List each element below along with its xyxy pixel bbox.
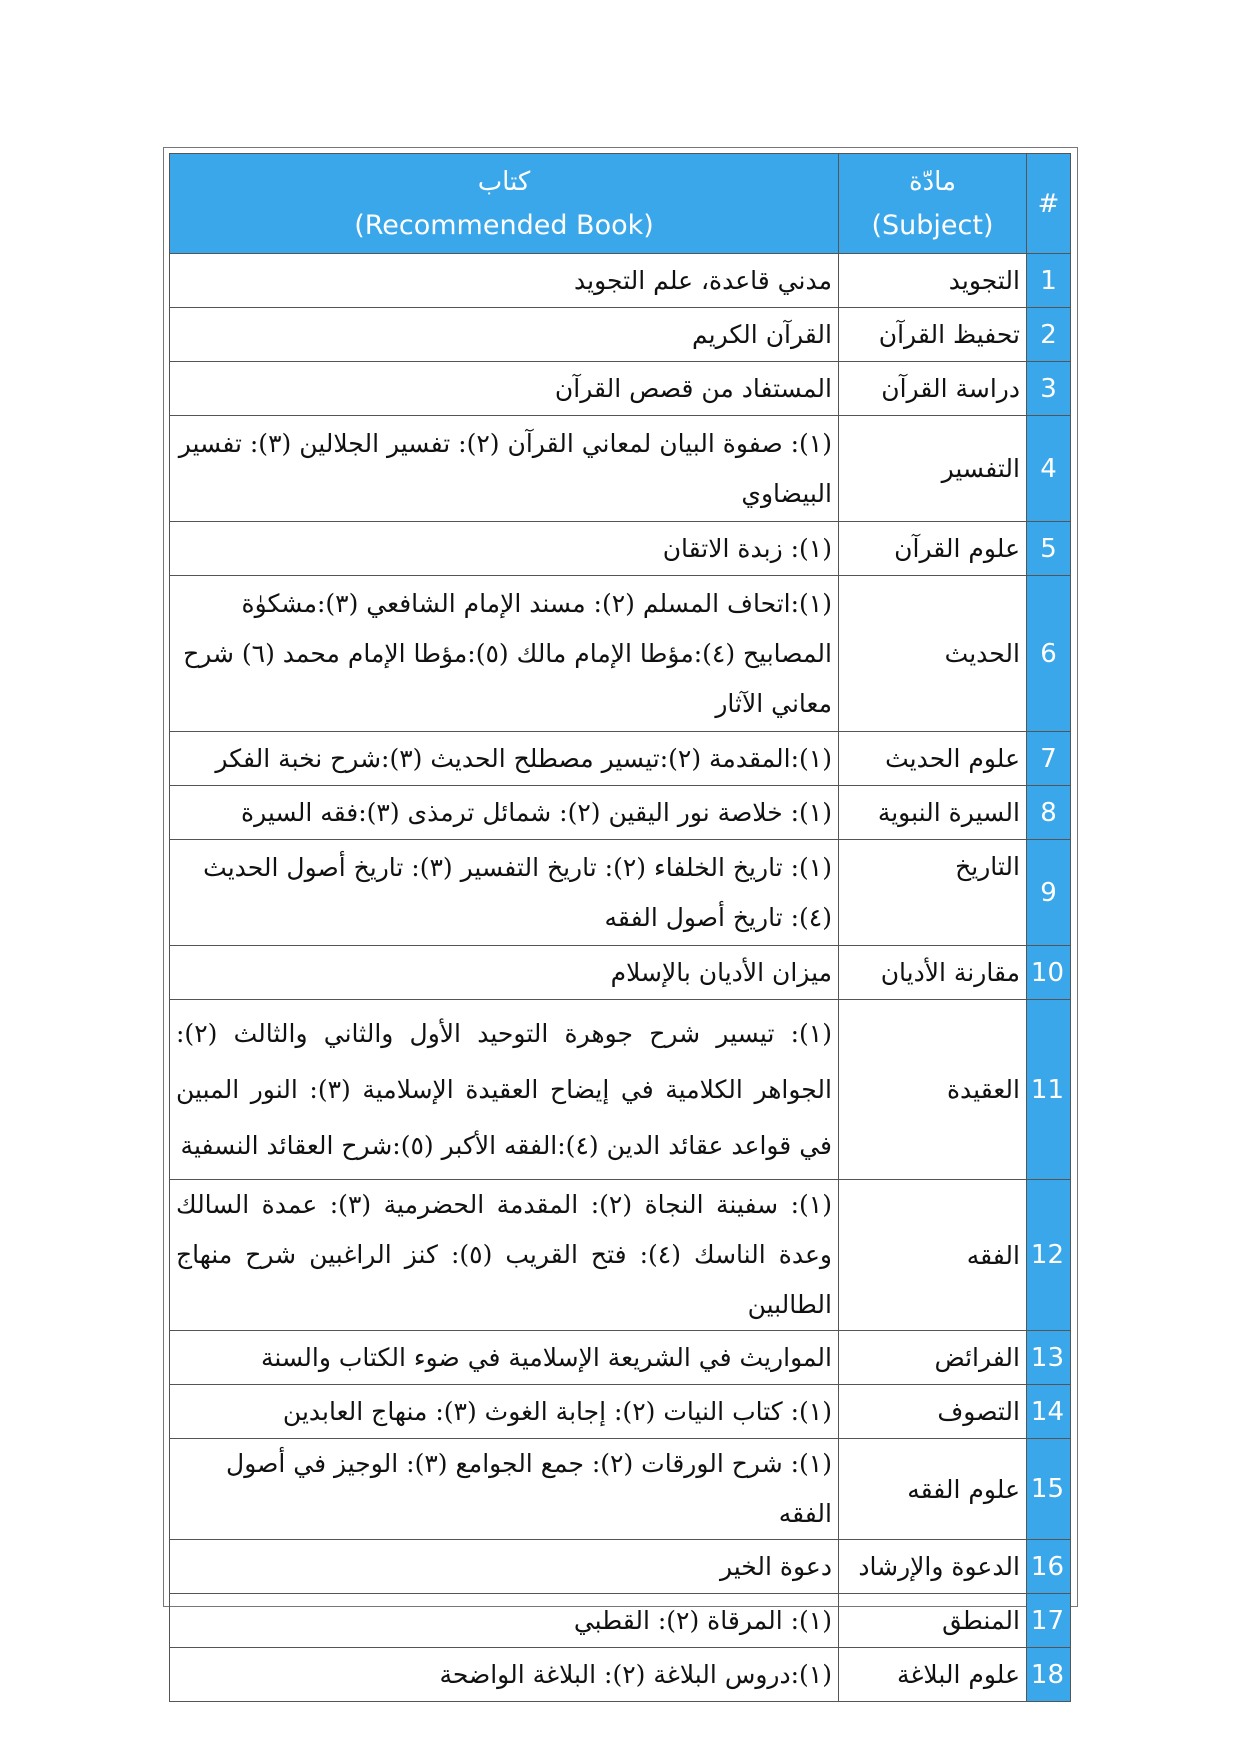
row-number: 16 <box>1027 1540 1071 1594</box>
row-number: 18 <box>1027 1648 1071 1702</box>
row-book: (١): خلاصة نور اليقين (٢): شمائل ترمذى (٣):فقه السيرة <box>170 786 839 840</box>
table-row <box>170 840 1071 946</box>
table-row <box>170 1648 1071 1702</box>
row-subject: العقيدة <box>839 1000 1027 1180</box>
row-subject: المنطق <box>839 1594 1027 1648</box>
row-number: 13 <box>1027 1331 1071 1385</box>
row-subject: علوم القرآن <box>839 522 1027 576</box>
table-row <box>170 1000 1071 1180</box>
row-number: 14 <box>1027 1385 1071 1439</box>
row-subject: الفرائض <box>839 1331 1027 1385</box>
row-book: (١): كتاب النيات (٢): إجابة الغوث (٣): منهاج العابدين <box>170 1385 839 1439</box>
row-subject: دراسة القرآن <box>839 362 1027 416</box>
row-number: 10 <box>1027 946 1071 1000</box>
row-book: المواريث في الشريعة الإسلامية في ضوء الكتاب والسنة <box>170 1331 839 1385</box>
table-row <box>170 1540 1071 1594</box>
row-book: (١): صفوة البيان لمعاني القرآن (٢): تفسير الجلالين (٣): تفسير البيضاوي <box>170 416 839 522</box>
row-book: (١): شرح الورقات (٢): جمع الجوامع (٣): الوجيز في أصول الفقه <box>170 1439 839 1540</box>
row-number: 7 <box>1027 732 1071 786</box>
row-subject: علوم الحديث <box>839 732 1027 786</box>
row-number: 12 <box>1027 1180 1071 1331</box>
row-subject: الفقه <box>839 1180 1027 1331</box>
header-row <box>170 154 1071 254</box>
row-book: ميزان الأديان بالإسلام <box>170 946 839 1000</box>
table-row <box>170 1385 1071 1439</box>
table-row <box>170 1331 1071 1385</box>
row-number: 5 <box>1027 522 1071 576</box>
header-number: # <box>1027 154 1071 254</box>
header-book-arabic: كتاب <box>477 166 531 197</box>
row-subject: التصوف <box>839 1385 1027 1439</box>
row-subject: الحديث <box>839 576 1027 732</box>
row-number: 9 <box>1027 840 1071 946</box>
table-row <box>170 1594 1071 1648</box>
syllabus-table-frame <box>163 147 1078 1690</box>
row-book: (١): تاريخ الخلفاء (٢): تاريخ التفسير (٣): تاريخ أصول الحديث (٤): تاريخ أصول الفقه <box>170 840 839 946</box>
row-subject: علوم البلاغة <box>839 1648 1027 1702</box>
row-subject: التفسير <box>839 416 1027 522</box>
row-subject: مقارنة الأديان <box>839 946 1027 1000</box>
row-book: (١): زبدة الاتقان <box>170 522 839 576</box>
row-book: (١): سفينة النجاة (٢): المقدمة الحضرمية (٣): عمدة السالك وعدة الناسك (٤): فتح القريب (٥): كنز الراغبين شرح منهاج الطالبين <box>170 1180 839 1331</box>
row-number: 17 <box>1027 1594 1071 1648</box>
header-subject-english: (Subject) <box>871 209 994 241</box>
row-book: (١):اتحاف المسلم (٢): مسند الإمام الشافعي (٣):مشكوٰة المصابيح (٤):مؤطا الإمام مالك (٥):مؤطا الإمام محمد (٦) شرح معاني الآثار <box>170 576 839 732</box>
row-book: (١):المقدمة (٢):تيسير مصطلح الحديث (٣):شرح نخبة الفكر <box>170 732 839 786</box>
table-row <box>170 786 1071 840</box>
row-book: القرآن الكريم <box>170 308 839 362</box>
row-number: 6 <box>1027 576 1071 732</box>
table-row <box>170 1180 1071 1331</box>
row-subject: تحفيظ القرآن <box>839 308 1027 362</box>
row-book: (١):دروس البلاغة (٢): البلاغة الواضحة <box>170 1648 839 1702</box>
row-subject: علوم الفقه <box>839 1439 1027 1540</box>
table-row <box>170 732 1071 786</box>
row-book: مدني قاعدة، علم التجويد <box>170 254 839 308</box>
header-subject <box>839 154 1027 254</box>
row-number: 1 <box>1027 254 1071 308</box>
header-subject-arabic: مادّة <box>908 166 957 197</box>
row-number: 11 <box>1027 1000 1071 1180</box>
row-book: دعوة الخير <box>170 1540 839 1594</box>
row-book: المستفاد من قصص القرآن <box>170 362 839 416</box>
row-subject: التجويد <box>839 254 1027 308</box>
table-row <box>170 362 1071 416</box>
row-number: 2 <box>1027 308 1071 362</box>
row-number: 8 <box>1027 786 1071 840</box>
row-subject: الدعوة والإرشاد <box>839 1540 1027 1594</box>
row-book: (١): تيسير شرح جوهرة التوحيد الأول والثاني والثالث (٢): الجواهر الكلامية في إيضاح العقيدة الإسلامية (٣): النور المبين في قواعد عقائد الدين (٤):الفقه الأكبر (٥):شرح العقائد النسفية <box>170 1000 839 1180</box>
row-number: 15 <box>1027 1439 1071 1540</box>
row-number: 3 <box>1027 362 1071 416</box>
syllabus-table <box>169 153 1071 1702</box>
row-subject: التاريخ <box>839 840 1027 946</box>
table-row <box>170 522 1071 576</box>
table-row <box>170 946 1071 1000</box>
table-row <box>170 1439 1071 1540</box>
table-row <box>170 576 1071 732</box>
header-book <box>170 154 839 254</box>
row-number: 4 <box>1027 416 1071 522</box>
table-row <box>170 308 1071 362</box>
table-row <box>170 254 1071 308</box>
row-subject: السيرة النبوية <box>839 786 1027 840</box>
row-book: (١): المرقاة (٢): القطبي <box>170 1594 839 1648</box>
table-row <box>170 416 1071 522</box>
header-book-english: (Recommended Book) <box>354 209 654 241</box>
